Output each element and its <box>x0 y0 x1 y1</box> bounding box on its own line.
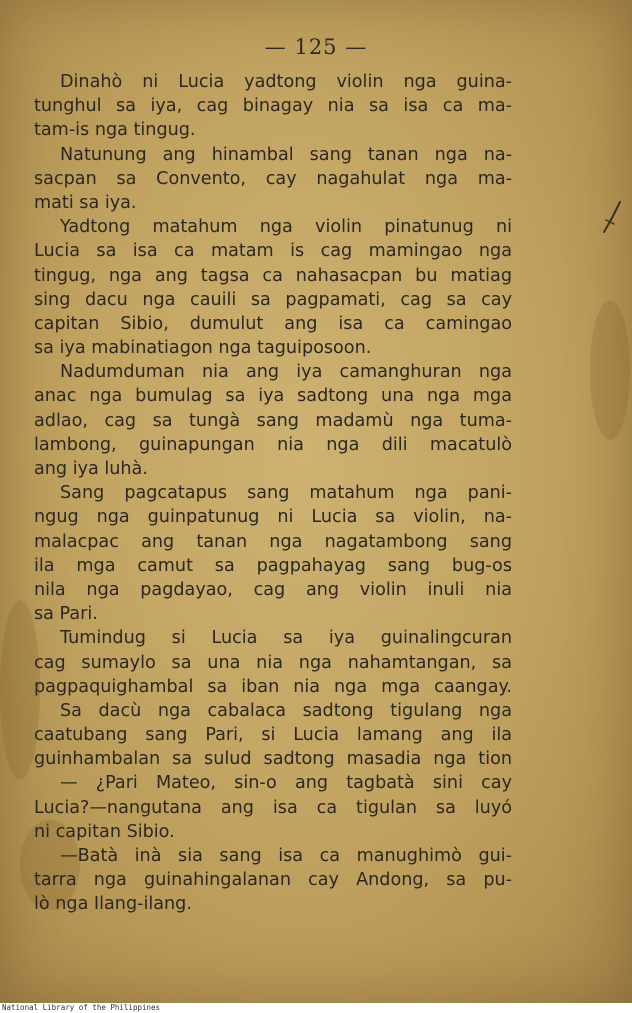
text-line: ngug nga guinpatunug ni Lucia sa violin, na- <box>34 507 512 528</box>
text-line: Dinahò ni Lucia yadtong violin nga guina- <box>60 72 512 92</box>
text-line: ang iya luhà. <box>34 459 148 479</box>
text-line: sa iya mabinatiagon nga taguiposoon. <box>34 338 372 359</box>
text-line: sing dacu nga cauili sa pagpamati, cag sa cay <box>34 289 512 310</box>
text-line: tunghul sa iya, cag binagay nia sa isa ca ma- <box>34 96 512 117</box>
library-credit: National Library of the Philippines <box>2 1003 161 1012</box>
text-line: ila mga camut sa pagpahayag sang bug-os <box>34 555 512 576</box>
text-line: guinhambalan sa sulud sadtong masadia nga tion <box>34 749 512 770</box>
text-line: mati sa iya. <box>34 192 137 213</box>
text-line: anac nga bumulag sa iya sadtong una nga mga <box>34 386 512 407</box>
text-line: Lucia sa isa ca matam is cag mamingao nga <box>34 241 512 262</box>
text-line: nila nga pagdayao, cag ang violin inuli nia <box>34 579 512 600</box>
text-line: adlao, cag sa tungà sang madamù nga tuma- <box>34 410 512 431</box>
text-line: sa Pari. <box>34 604 98 625</box>
margin-pencil-mark <box>600 198 624 234</box>
text-line: Natunung ang hinambal sang tanan nga na- <box>60 144 512 165</box>
text-line: cag sumaylo sa una nia nga nahamtangan, sa <box>34 652 512 673</box>
text-line: tam-is nga tingug. <box>34 120 196 141</box>
text-line: — ¿Pari Mateo, sin-o ang tagbatà sini cay <box>60 773 512 794</box>
text-line: malacpac ang tanan nga nagatambong sang <box>34 531 512 552</box>
text-line: Lucia?—nangutana ang isa ca tigulan sa luyó <box>34 797 512 818</box>
paper-stain <box>590 300 630 440</box>
text-line: Yadtong matahum nga violin pinatunug ni <box>60 217 512 238</box>
text-line: Tumindug si Lucia sa iya guinalingcuran <box>60 628 512 649</box>
text-line: ni capitan Sibio. <box>34 821 175 842</box>
text-line: Nadumduman nia ang iya camanghuran nga <box>60 362 512 383</box>
text-line: pagpaquighambal sa iban nia nga mga caangay. <box>34 676 512 697</box>
text-line: tingug, nga ang tagsa ca nahasacpan bu matiag <box>34 265 512 286</box>
text-line: capitan Sibio, dumulut ang isa ca camingao <box>34 313 512 334</box>
text-line: —Batà inà sia sang isa ca manughimò gui- <box>60 846 512 866</box>
text-line: lambong, guinapungan nia nga dili macatulò <box>34 434 512 455</box>
text-line: sacpan sa Convento, cay nagahulat nga ma- <box>34 168 512 189</box>
body-text <box>34 70 512 917</box>
text-line: lò nga Ilang-ilang. <box>34 894 192 915</box>
page-number: — 125 — <box>264 35 368 59</box>
text-line: Sang pagcatapus sang matahum nga pani- <box>60 483 512 504</box>
text-line: Sa dacù nga cabalaca sadtong tigulang nga <box>60 700 512 721</box>
text-line: tarra nga guinahingalanan cay Andong, sa pu- <box>34 870 512 891</box>
text-line: caatubang sang Pari, si Lucia lamang ang ila <box>34 725 512 746</box>
